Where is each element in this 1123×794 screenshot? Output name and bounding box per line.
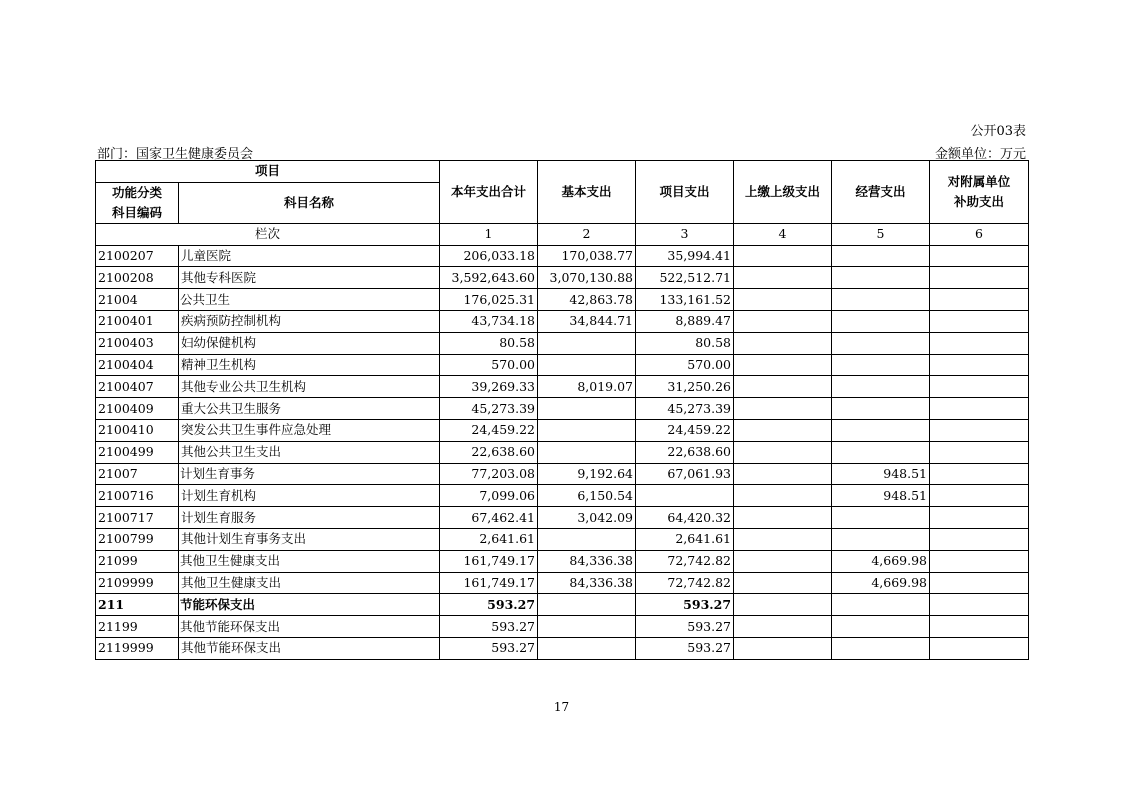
table-row bbox=[96, 507, 1029, 529]
remit-cell bbox=[734, 528, 832, 550]
total-cell: 161,749.17 bbox=[440, 550, 538, 572]
basic-cell bbox=[538, 616, 636, 638]
basic-cell bbox=[538, 637, 636, 659]
subsidy-cell bbox=[930, 463, 1029, 485]
subsidy-cell bbox=[930, 267, 1029, 289]
table-row bbox=[96, 310, 1029, 332]
total-cell: 7,099.06 bbox=[440, 485, 538, 507]
basic-cell bbox=[538, 332, 636, 354]
project-cell: 2,641.61 bbox=[636, 528, 734, 550]
table-row bbox=[96, 376, 1029, 398]
col3-header: 项目支出 bbox=[636, 161, 734, 224]
page-number: 17 bbox=[553, 700, 570, 714]
remit-cell bbox=[734, 289, 832, 311]
business-cell bbox=[832, 289, 930, 311]
code-cell: 2119999 bbox=[96, 637, 179, 659]
table-row bbox=[96, 441, 1029, 463]
table-row bbox=[96, 594, 1029, 616]
business-cell bbox=[832, 528, 930, 550]
subject-name-cell: 儿童医院 bbox=[179, 245, 440, 267]
index-number: 6 bbox=[930, 223, 1029, 245]
business-cell bbox=[832, 507, 930, 529]
table-row bbox=[96, 616, 1029, 638]
project-cell: 72,742.82 bbox=[636, 572, 734, 594]
project-cell: 133,161.52 bbox=[636, 289, 734, 311]
code-cell: 2109999 bbox=[96, 572, 179, 594]
subsidy-cell bbox=[930, 441, 1029, 463]
subject-name-cell: 其他节能环保支出 bbox=[179, 616, 440, 638]
subject-name-cell: 重大公共卫生服务 bbox=[179, 398, 440, 420]
subject-name-cell: 疾病预防控制机构 bbox=[179, 310, 440, 332]
business-cell: 4,669.98 bbox=[832, 572, 930, 594]
col6-header-line1: 对附属单位 bbox=[947, 173, 1011, 189]
subject-name-cell: 其他专科医院 bbox=[179, 267, 440, 289]
code-cell: 21199 bbox=[96, 616, 179, 638]
subsidy-cell bbox=[930, 594, 1029, 616]
func-code-header-line2: 科目编码 bbox=[111, 204, 162, 220]
project-cell: 67,061.93 bbox=[636, 463, 734, 485]
subject-name-cell: 其他卫生健康支出 bbox=[179, 550, 440, 572]
basic-cell: 6,150.54 bbox=[538, 485, 636, 507]
subsidy-cell bbox=[930, 245, 1029, 267]
remit-cell bbox=[734, 550, 832, 572]
project-cell: 570.00 bbox=[636, 354, 734, 376]
project-cell: 31,250.26 bbox=[636, 376, 734, 398]
remit-cell bbox=[734, 463, 832, 485]
col5-header: 经营支出 bbox=[832, 161, 930, 224]
expenditure-table bbox=[95, 160, 1029, 660]
subsidy-cell bbox=[930, 376, 1029, 398]
business-cell bbox=[832, 332, 930, 354]
table-row bbox=[96, 572, 1029, 594]
unit-label: 金额单位：万元 bbox=[934, 147, 1026, 162]
business-cell bbox=[832, 594, 930, 616]
total-cell: 45,273.39 bbox=[440, 398, 538, 420]
basic-cell bbox=[538, 594, 636, 616]
remit-cell bbox=[734, 310, 832, 332]
subsidy-cell bbox=[930, 572, 1029, 594]
project-cell: 593.27 bbox=[636, 616, 734, 638]
remit-cell bbox=[734, 267, 832, 289]
code-cell: 2100401 bbox=[96, 310, 179, 332]
subject-name-cell: 妇幼保健机构 bbox=[179, 332, 440, 354]
business-cell bbox=[832, 245, 930, 267]
basic-cell bbox=[538, 419, 636, 441]
total-cell: 24,459.22 bbox=[440, 419, 538, 441]
basic-cell bbox=[538, 354, 636, 376]
total-cell: 3,592,643.60 bbox=[440, 267, 538, 289]
total-cell: 161,749.17 bbox=[440, 572, 538, 594]
total-cell: 593.27 bbox=[440, 637, 538, 659]
basic-cell: 3,042.09 bbox=[538, 507, 636, 529]
table-row bbox=[96, 528, 1029, 550]
business-cell bbox=[832, 376, 930, 398]
project-cell: 24,459.22 bbox=[636, 419, 734, 441]
table-row bbox=[96, 463, 1029, 485]
subsidy-cell bbox=[930, 310, 1029, 332]
business-cell: 948.51 bbox=[832, 485, 930, 507]
subject-name-cell: 其他公共卫生支出 bbox=[179, 441, 440, 463]
subsidy-cell bbox=[930, 289, 1029, 311]
subject-name-cell: 突发公共卫生事件应急处理 bbox=[179, 419, 440, 441]
project-cell: 522,512.71 bbox=[636, 267, 734, 289]
subsidy-cell bbox=[930, 485, 1029, 507]
project-cell: 72,742.82 bbox=[636, 550, 734, 572]
subsidy-cell bbox=[930, 637, 1029, 659]
business-cell bbox=[832, 616, 930, 638]
subject-name-cell: 计划生育机构 bbox=[179, 485, 440, 507]
code-cell: 2100499 bbox=[96, 441, 179, 463]
total-cell: 593.27 bbox=[440, 616, 538, 638]
business-cell bbox=[832, 354, 930, 376]
basic-cell bbox=[538, 528, 636, 550]
table-row bbox=[96, 354, 1029, 376]
business-cell bbox=[832, 441, 930, 463]
project-cell: 22,638.60 bbox=[636, 441, 734, 463]
remit-cell bbox=[734, 332, 832, 354]
code-cell: 2100403 bbox=[96, 332, 179, 354]
index-number: 4 bbox=[734, 223, 832, 245]
table-row bbox=[96, 419, 1029, 441]
subsidy-cell bbox=[930, 507, 1029, 529]
remit-cell bbox=[734, 245, 832, 267]
func-code-header-line1: 功能分类 bbox=[111, 184, 162, 200]
index-number: 1 bbox=[440, 223, 538, 245]
business-cell bbox=[832, 419, 930, 441]
code-cell: 21007 bbox=[96, 463, 179, 485]
total-cell: 43,734.18 bbox=[440, 310, 538, 332]
col1-header: 本年支出合计 bbox=[440, 161, 538, 224]
business-cell: 948.51 bbox=[832, 463, 930, 485]
remit-cell bbox=[734, 376, 832, 398]
table-row bbox=[96, 267, 1029, 289]
remit-cell bbox=[734, 594, 832, 616]
subsidy-cell bbox=[930, 419, 1029, 441]
basic-cell bbox=[538, 441, 636, 463]
index-label: 栏次 bbox=[96, 223, 440, 245]
subsidy-cell bbox=[930, 332, 1029, 354]
col4-header: 上缴上级支出 bbox=[734, 161, 832, 224]
business-cell bbox=[832, 267, 930, 289]
project-cell: 593.27 bbox=[636, 637, 734, 659]
index-number: 2 bbox=[538, 223, 636, 245]
code-cell: 2100207 bbox=[96, 245, 179, 267]
project-cell: 64,420.32 bbox=[636, 507, 734, 529]
col2-header: 基本支出 bbox=[538, 161, 636, 224]
total-cell: 176,025.31 bbox=[440, 289, 538, 311]
total-cell: 77,203.08 bbox=[440, 463, 538, 485]
subject-name-cell: 其他专业公共卫生机构 bbox=[179, 376, 440, 398]
basic-cell: 170,038.77 bbox=[538, 245, 636, 267]
form-code: 公开03表 bbox=[970, 124, 1026, 139]
code-cell: 211 bbox=[96, 594, 179, 616]
remit-cell bbox=[734, 398, 832, 420]
func-code-header bbox=[96, 182, 179, 223]
subject-name-cell: 精神卫生机构 bbox=[179, 354, 440, 376]
table-row bbox=[96, 485, 1029, 507]
col6-header-line2: 补助支出 bbox=[954, 193, 1005, 209]
basic-cell: 9,192.64 bbox=[538, 463, 636, 485]
department-label: 部门：国家卫生健康委员会 bbox=[97, 147, 254, 162]
total-cell: 22,638.60 bbox=[440, 441, 538, 463]
project-cell: 593.27 bbox=[636, 594, 734, 616]
code-cell: 2100410 bbox=[96, 419, 179, 441]
subject-name-cell: 计划生育事务 bbox=[179, 463, 440, 485]
subsidy-cell bbox=[930, 528, 1029, 550]
table-row bbox=[96, 398, 1029, 420]
basic-cell: 3,070,130.88 bbox=[538, 267, 636, 289]
subject-name-cell: 其他节能环保支出 bbox=[179, 637, 440, 659]
code-cell: 2100717 bbox=[96, 507, 179, 529]
code-cell: 2100799 bbox=[96, 528, 179, 550]
subsidy-cell bbox=[930, 354, 1029, 376]
item-header: 项目 bbox=[96, 161, 440, 183]
table-row bbox=[96, 332, 1029, 354]
table-row bbox=[96, 550, 1029, 572]
remit-cell bbox=[734, 441, 832, 463]
subsidy-cell bbox=[930, 550, 1029, 572]
total-cell: 39,269.33 bbox=[440, 376, 538, 398]
basic-cell: 84,336.38 bbox=[538, 550, 636, 572]
remit-cell bbox=[734, 354, 832, 376]
subsidy-cell bbox=[930, 616, 1029, 638]
col6-header bbox=[930, 161, 1029, 224]
code-cell: 2100407 bbox=[96, 376, 179, 398]
project-cell bbox=[636, 485, 734, 507]
subject-name-cell: 公共卫生 bbox=[179, 289, 440, 311]
business-cell bbox=[832, 310, 930, 332]
business-cell bbox=[832, 398, 930, 420]
remit-cell bbox=[734, 485, 832, 507]
project-cell: 35,994.41 bbox=[636, 245, 734, 267]
business-cell bbox=[832, 637, 930, 659]
subject-name-cell: 节能环保支出 bbox=[179, 594, 440, 616]
remit-cell bbox=[734, 507, 832, 529]
subject-name-header: 科目名称 bbox=[179, 182, 440, 223]
total-cell: 570.00 bbox=[440, 354, 538, 376]
total-cell: 67,462.41 bbox=[440, 507, 538, 529]
basic-cell: 34,844.71 bbox=[538, 310, 636, 332]
basic-cell bbox=[538, 398, 636, 420]
code-cell: 21099 bbox=[96, 550, 179, 572]
code-cell: 2100716 bbox=[96, 485, 179, 507]
project-cell: 45,273.39 bbox=[636, 398, 734, 420]
project-cell: 8,889.47 bbox=[636, 310, 734, 332]
total-cell: 2,641.61 bbox=[440, 528, 538, 550]
code-cell: 21004 bbox=[96, 289, 179, 311]
subject-name-cell: 其他计划生育事务支出 bbox=[179, 528, 440, 550]
remit-cell bbox=[734, 616, 832, 638]
table-row bbox=[96, 637, 1029, 659]
subject-name-cell: 计划生育服务 bbox=[179, 507, 440, 529]
remit-cell bbox=[734, 419, 832, 441]
table-row bbox=[96, 245, 1029, 267]
subsidy-cell bbox=[930, 398, 1029, 420]
business-cell: 4,669.98 bbox=[832, 550, 930, 572]
table-row bbox=[96, 289, 1029, 311]
index-number: 3 bbox=[636, 223, 734, 245]
basic-cell: 84,336.38 bbox=[538, 572, 636, 594]
remit-cell bbox=[734, 572, 832, 594]
index-number: 5 bbox=[832, 223, 930, 245]
subject-name-cell: 其他卫生健康支出 bbox=[179, 572, 440, 594]
code-cell: 2100208 bbox=[96, 267, 179, 289]
code-cell: 2100404 bbox=[96, 354, 179, 376]
index-row bbox=[96, 223, 1029, 245]
total-cell: 80.58 bbox=[440, 332, 538, 354]
code-cell: 2100409 bbox=[96, 398, 179, 420]
remit-cell bbox=[734, 637, 832, 659]
basic-cell: 42,863.78 bbox=[538, 289, 636, 311]
total-cell: 206,033.18 bbox=[440, 245, 538, 267]
project-cell: 80.58 bbox=[636, 332, 734, 354]
basic-cell: 8,019.07 bbox=[538, 376, 636, 398]
total-cell: 593.27 bbox=[440, 594, 538, 616]
